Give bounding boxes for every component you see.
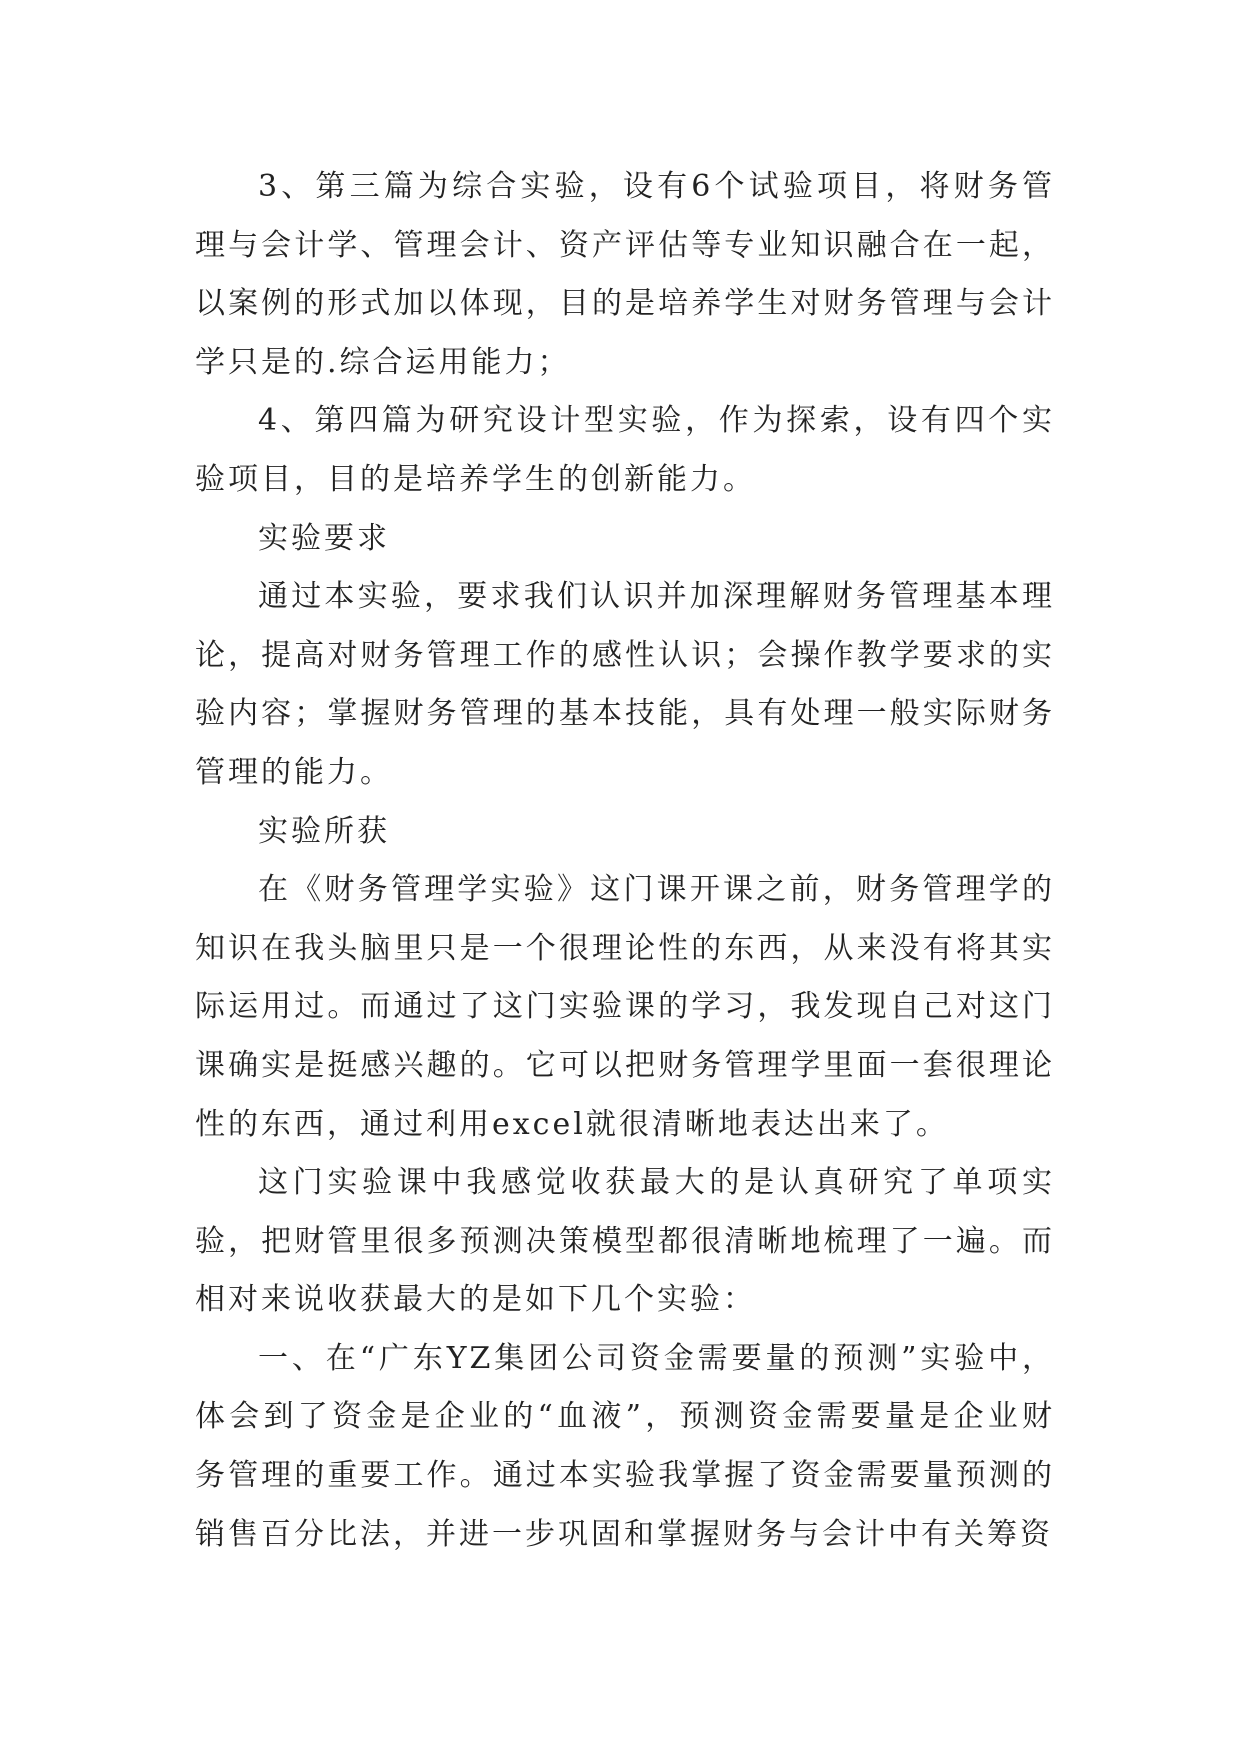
paragraph-comprehensive-experiments: 3、第三篇为综合实验，设有6个试验项目，将财务管理与会计学、管理会计、资产评估等专业知识融合在一起，以案例的形式加以体现，目的是培养学生对财务管理与会计学只是的.综合运用能力； <box>195 169 1055 380</box>
paragraph-requirements: 通过本实验，要求我们认识并加深理解财务管理基本理论，提高对财务管理工作的感性认识；会操作教学要求的实验内容；掌握财务管理的基本技能，具有处理一般实际财务管理的能力。 <box>195 579 1055 790</box>
paragraph-capital-forecast: 一、在“广东YZ集团公司资金需要量的预测”实验中，体会到了资金是企业的“血液”，预测资金需要量是企业财务管理的重要工作。通过本实验我掌握了资金需要量预测的销售百分比法，并进一步巩固和掌握财务与会计中有关筹资 <box>195 1340 1055 1552</box>
paragraph-biggest-gain: 这门实验课中我感觉收获最大的是认真研究了单项实验，把财管里很多预测决策模型都很清晰地梳理了一遍。而相对来说收获最大的是如下几个实验： <box>195 1165 1055 1318</box>
paragraph-research-experiments: 4、第四篇为研究设计型实验，作为探索，设有四个实验项目，目的是培养学生的创新能力。 <box>195 403 1055 497</box>
heading-experiment-gains: 实验所获 <box>258 813 390 849</box>
heading-experiment-requirements: 实验要求 <box>258 520 390 556</box>
document-body <box>195 158 1055 1564</box>
paragraph-gains-intro: 在《财务管理学实验》这门课开课之前，财务管理学的知识在我头脑里只是一个很理论性的东西，从来没有将其实际运用过。而通过了这门实验课的学习，我发现自己对这门课确实是挺感兴趣的。它可以把财务管理学里面一套很理论性的东西，通过利用excel就很清晰地表达出来了。 <box>195 872 1055 1142</box>
